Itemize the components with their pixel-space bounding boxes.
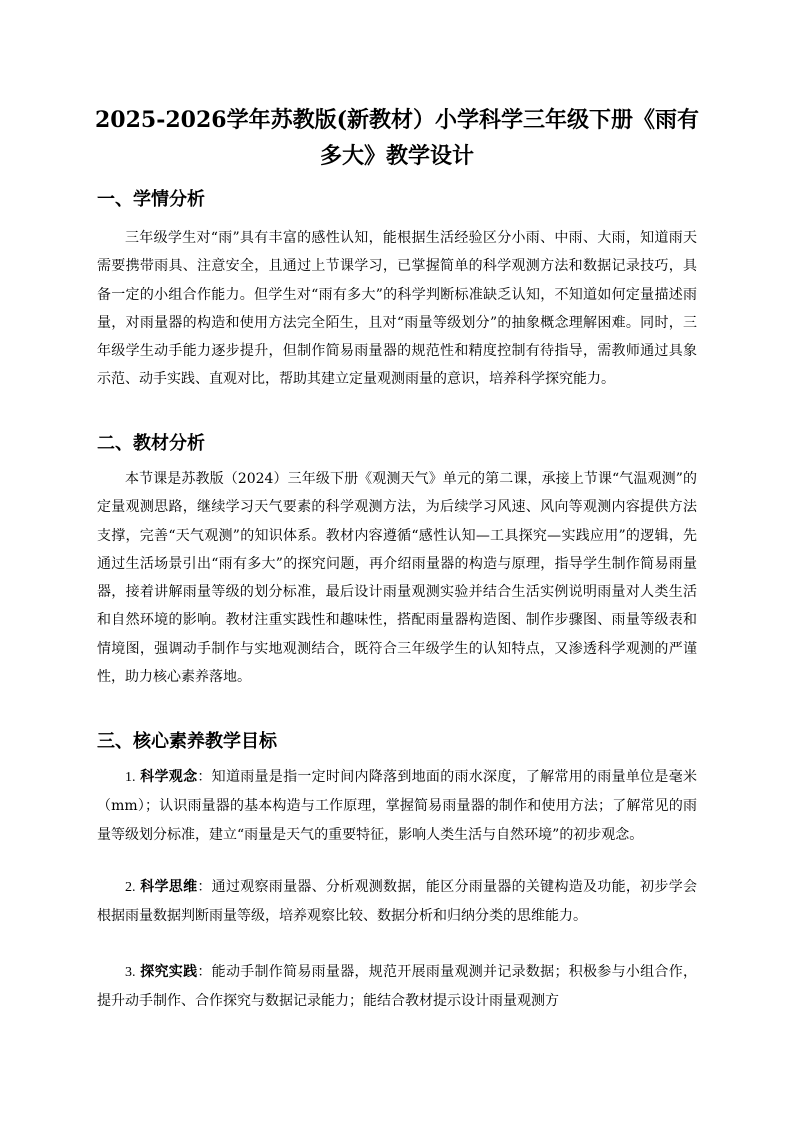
goal-item-inquiry-practice xyxy=(97,958,697,1016)
student-analysis-paragraph: 三年级学生对“雨”具有丰富的感性认知，能根据生活经验区分小雨、中雨、大雨，知道雨天需要携带雨具、注意安全，且通过上节课学习，已掌握简单的科学观测方法和数据记录技巧，具备一定的小组合作能力。但学生对“雨有多大”的科学判断标准缺乏认知，不知道如何定量描述雨量，对雨量器的构造和使用方法完全陌生，且对“雨量等级划分”的抽象概念理解困难。同时，三年级学生动手能力逐步提升，但制作简易雨量器的规范性和精度控制有待指导，需教师通过具象示范、动手实践、直观对比，帮助其建立定量观测雨量的意识，培养科学探究能力。 xyxy=(97,230,697,388)
goal-text: ：知道雨量是指一定时间内降落到地面的雨水深度，了解常用的雨量单位是毫米（mm）；认识雨量器的基本构造与工作原理，掌握简易雨量器的制作和使用方法；了解常见的雨量等级划分标准，建立“雨量是天气的重要特征，影响人类生活与自然环境”的初步观念。 xyxy=(97,769,698,843)
section-heading-student-analysis: 一、学情分析 xyxy=(97,189,205,210)
goal-item-science-thinking xyxy=(97,873,697,931)
goal-number: 2. xyxy=(125,880,136,895)
textbook-analysis-paragraph: 本节课是苏教版（2024）三年级下册《观测天气》单元的第二课，承接上节课“气温观测”的定量观测思路，继续学习天气要素的科学观测方法，为后续学习风速、风向等观测内容提供方法支撑，完善“天气观测”的知识体系。教材内容遵循“感性认知—工具探究—实践应用”的逻辑，先通过生活场景引出“雨有多大”的探究问题，再介绍雨量器的构造与原理，指导学生制作简易雨量器，接着讲解雨量等级的划分标准，最后设计雨量观测实验并结合生活实例说明雨量对人类生活和自然环境的影响。教材注重实践性和趣味性，搭配雨量器构造图、制作步骤图、雨量等级表和情境图，强调动手制作与实地观测结合，既符合三年级学生的认知特点，又渗透科学观测的严谨性，助力核心素养落地。 xyxy=(97,471,697,686)
document-title: 2025-2026学年苏教版(新教材）小学科学三年级下册《雨有多大》教学设计 xyxy=(94,107,699,169)
goal-text: ：能动手制作简易雨量器，规范开展雨量观测并记录数据；积极参与小组合作，提升动手制作、合作探究与数据记录能力；能结合教材提示设计雨量观测方 xyxy=(97,964,698,1010)
goal-label: 科学思维 xyxy=(140,879,198,895)
goal-label: 探究实践 xyxy=(140,964,198,980)
goal-item-science-concept xyxy=(97,763,697,849)
goal-number: 3. xyxy=(125,965,136,980)
goal-number: 1. xyxy=(125,770,136,785)
goal-label: 科学观念 xyxy=(140,769,198,785)
section-heading-core-goals: 三、核心素养教学目标 xyxy=(97,731,277,752)
goal-text: ：通过观察雨量器、分析观测数据，能区分雨量器的关键构造及功能，初步学会根据雨量数据判断雨量等级，培养观察比较、数据分析和归纳分类的思维能力。 xyxy=(97,879,698,925)
section-heading-textbook-analysis: 二、教材分析 xyxy=(97,433,205,454)
